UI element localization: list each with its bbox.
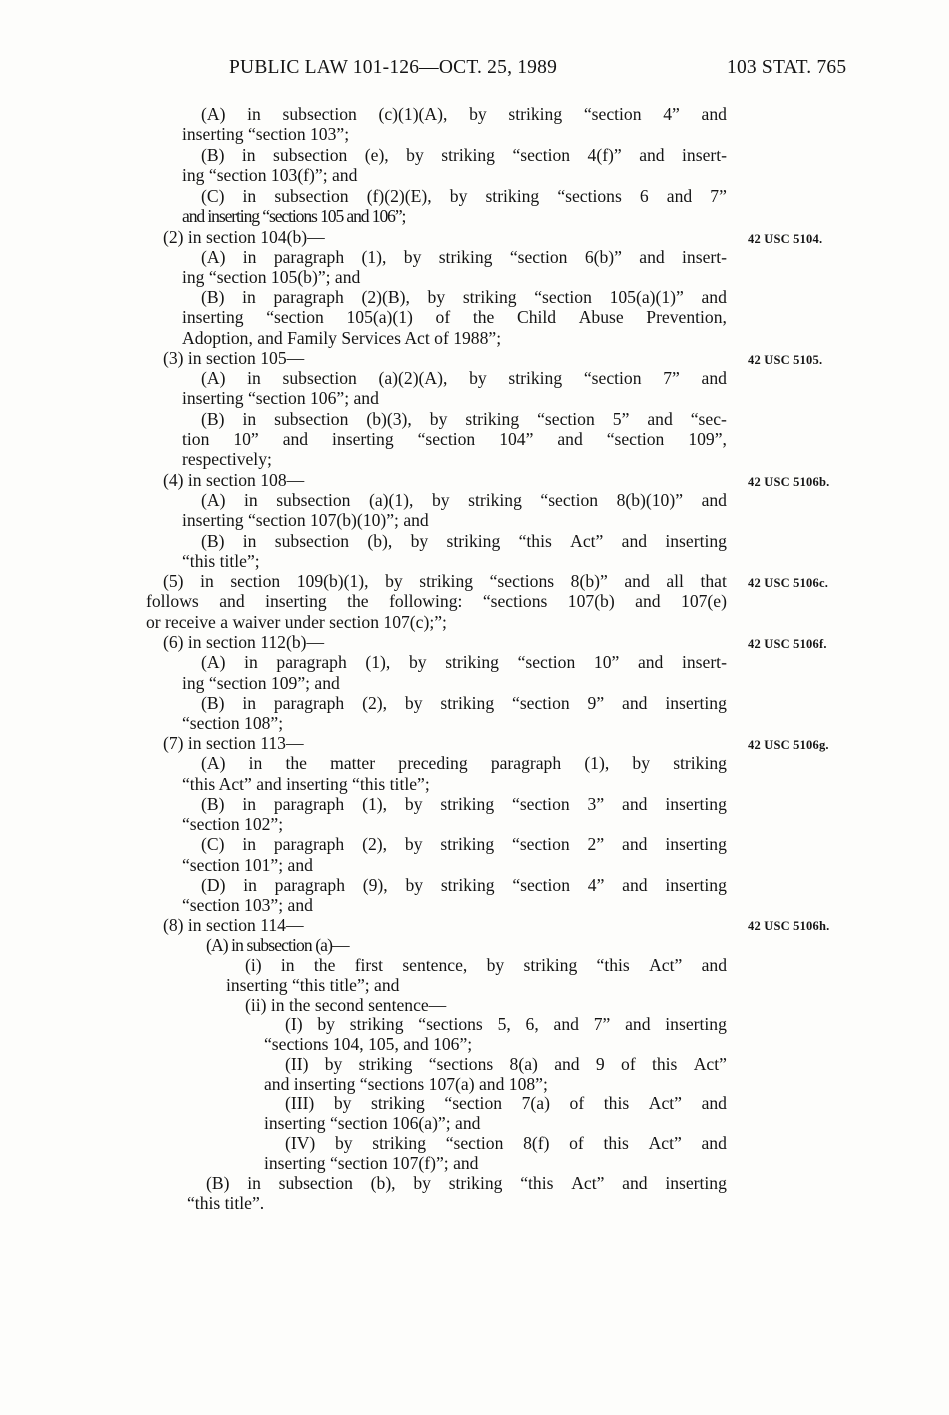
text-line: (C) in subsection (f)(2)(E), by striking “sections 6 and 7” [201, 186, 727, 206]
usc-margin-note: 42 USC 5104. [748, 232, 823, 246]
text-line: (B) in subsection (b), by striking “this Act” and inserting [201, 531, 727, 551]
text-line: and inserting “sections 107(a) and 108”; [264, 1074, 548, 1094]
text-line: (B) in paragraph (2), by striking “section 9” and inserting [201, 693, 727, 713]
text-line: tion 10” and inserting “section 104” and “section 109”, [182, 429, 727, 449]
text-line: (III) by striking “section 7(a) of this Act” and [285, 1093, 727, 1113]
usc-margin-note: 42 USC 5106h. [748, 919, 830, 933]
usc-margin-note: 42 USC 5106f. [748, 637, 827, 651]
usc-margin-note: 42 USC 5105. [748, 353, 823, 367]
text-line: (7) in section 113— [163, 733, 304, 753]
text-line: “section 103”; and [182, 895, 313, 915]
text-line: inserting “this title”; and [226, 975, 400, 995]
text-line: “section 101”; and [182, 855, 313, 875]
text-line: “this Act” and inserting “this title”; [182, 774, 430, 794]
text-line: (IV) by striking “section 8(f) of this Act” and [285, 1133, 727, 1153]
text-line: (6) in section 112(b)— [163, 632, 325, 652]
text-line: (A) in paragraph (1), by striking “section 6(b)” and insert- [201, 247, 727, 267]
text-line: Adoption, and Family Services Act of 1988”; [182, 328, 502, 348]
usc-margin-note: 42 USC 5106g. [748, 738, 829, 752]
text-line: or receive a waiver under section 107(c);”; [146, 612, 447, 632]
text-line: inserting “section 106(a)”; and [264, 1113, 481, 1133]
text-line: (A) in paragraph (1), by striking “section 10” and insert- [201, 652, 727, 672]
text-line: (8) in section 114— [163, 915, 304, 935]
text-line: ing “section 109”; and [182, 673, 340, 693]
text-line: (II) by striking “sections 8(a) and 9 of this Act” [285, 1054, 727, 1074]
text-line: respectively; [182, 449, 272, 469]
text-line: ing “section 103(f)”; and [182, 165, 358, 185]
text-line: inserting “section 103”; [182, 124, 350, 144]
text-line: (A) in subsection (a)— [206, 935, 349, 955]
text-line: “this title”; [182, 551, 260, 571]
text-line: inserting “section 107(f)”; and [264, 1153, 479, 1173]
text-line: (B) in subsection (b), by striking “this Act” and inserting [206, 1173, 727, 1193]
usc-margin-note: 42 USC 5106c. [748, 576, 829, 590]
text-line: (A) in subsection (a)(2)(A), by striking “section 7” and [201, 368, 727, 388]
text-line: (3) in section 105— [163, 348, 305, 368]
text-line: “section 108”; [182, 713, 284, 733]
text-line: (C) in paragraph (2), by striking “section 2” and inserting [201, 834, 727, 854]
text-line: ing “section 105(b)”; and [182, 267, 361, 287]
text-line: inserting “section 106”; and [182, 388, 379, 408]
text-line: (5) in section 109(b)(1), by striking “sections 8(b)” and all that [163, 571, 727, 591]
text-line: (I) by striking “sections 5, 6, and 7” and inserting [285, 1014, 727, 1034]
text-line: (D) in paragraph (9), by striking “section 4” and inserting [201, 875, 727, 895]
text-line: (2) in section 104(b)— [163, 227, 325, 247]
page-citation: 103 STAT. 765 [727, 57, 847, 78]
text-line: (ii) in the second sentence— [245, 995, 447, 1015]
text-line: (B) in paragraph (1), by striking “section 3” and inserting [201, 794, 727, 814]
text-line: inserting “section 107(b)(10)”; and [182, 510, 429, 530]
text-line: “section 102”; [182, 814, 284, 834]
text-line: (B) in paragraph (2)(B), by striking “section 105(a)(1)” and [201, 287, 727, 307]
text-line: inserting “section 105(a)(1) of the Child Abuse Prevention, [182, 307, 727, 327]
usc-margin-note: 42 USC 5106b. [748, 475, 830, 489]
text-line: (B) in subsection (e), by striking “section 4(f)” and insert- [201, 145, 727, 165]
running-head-title: PUBLIC LAW 101-126—OCT. 25, 1989 [229, 57, 558, 78]
text-line: (B) in subsection (b)(3), by striking “section 5” and “sec- [201, 409, 727, 429]
text-line: follows and inserting the following: “sections 107(b) and 107(e) [146, 591, 727, 611]
text-line: (A) in the matter preceding paragraph (1), by striking [201, 753, 727, 773]
text-line: (4) in section 108— [163, 470, 305, 490]
text-line: (i) in the first sentence, by striking “this Act” and [245, 955, 727, 975]
text-line: (A) in subsection (a)(1), by striking “section 8(b)(10)” and [201, 490, 727, 510]
text-line: and inserting “sections 105 and 106”; [182, 206, 406, 226]
text-line: “sections 104, 105, and 106”; [264, 1034, 473, 1054]
text-line: (A) in subsection (c)(1)(A), by striking “section 4” and [201, 104, 727, 124]
text-line: “this title”. [187, 1193, 265, 1213]
